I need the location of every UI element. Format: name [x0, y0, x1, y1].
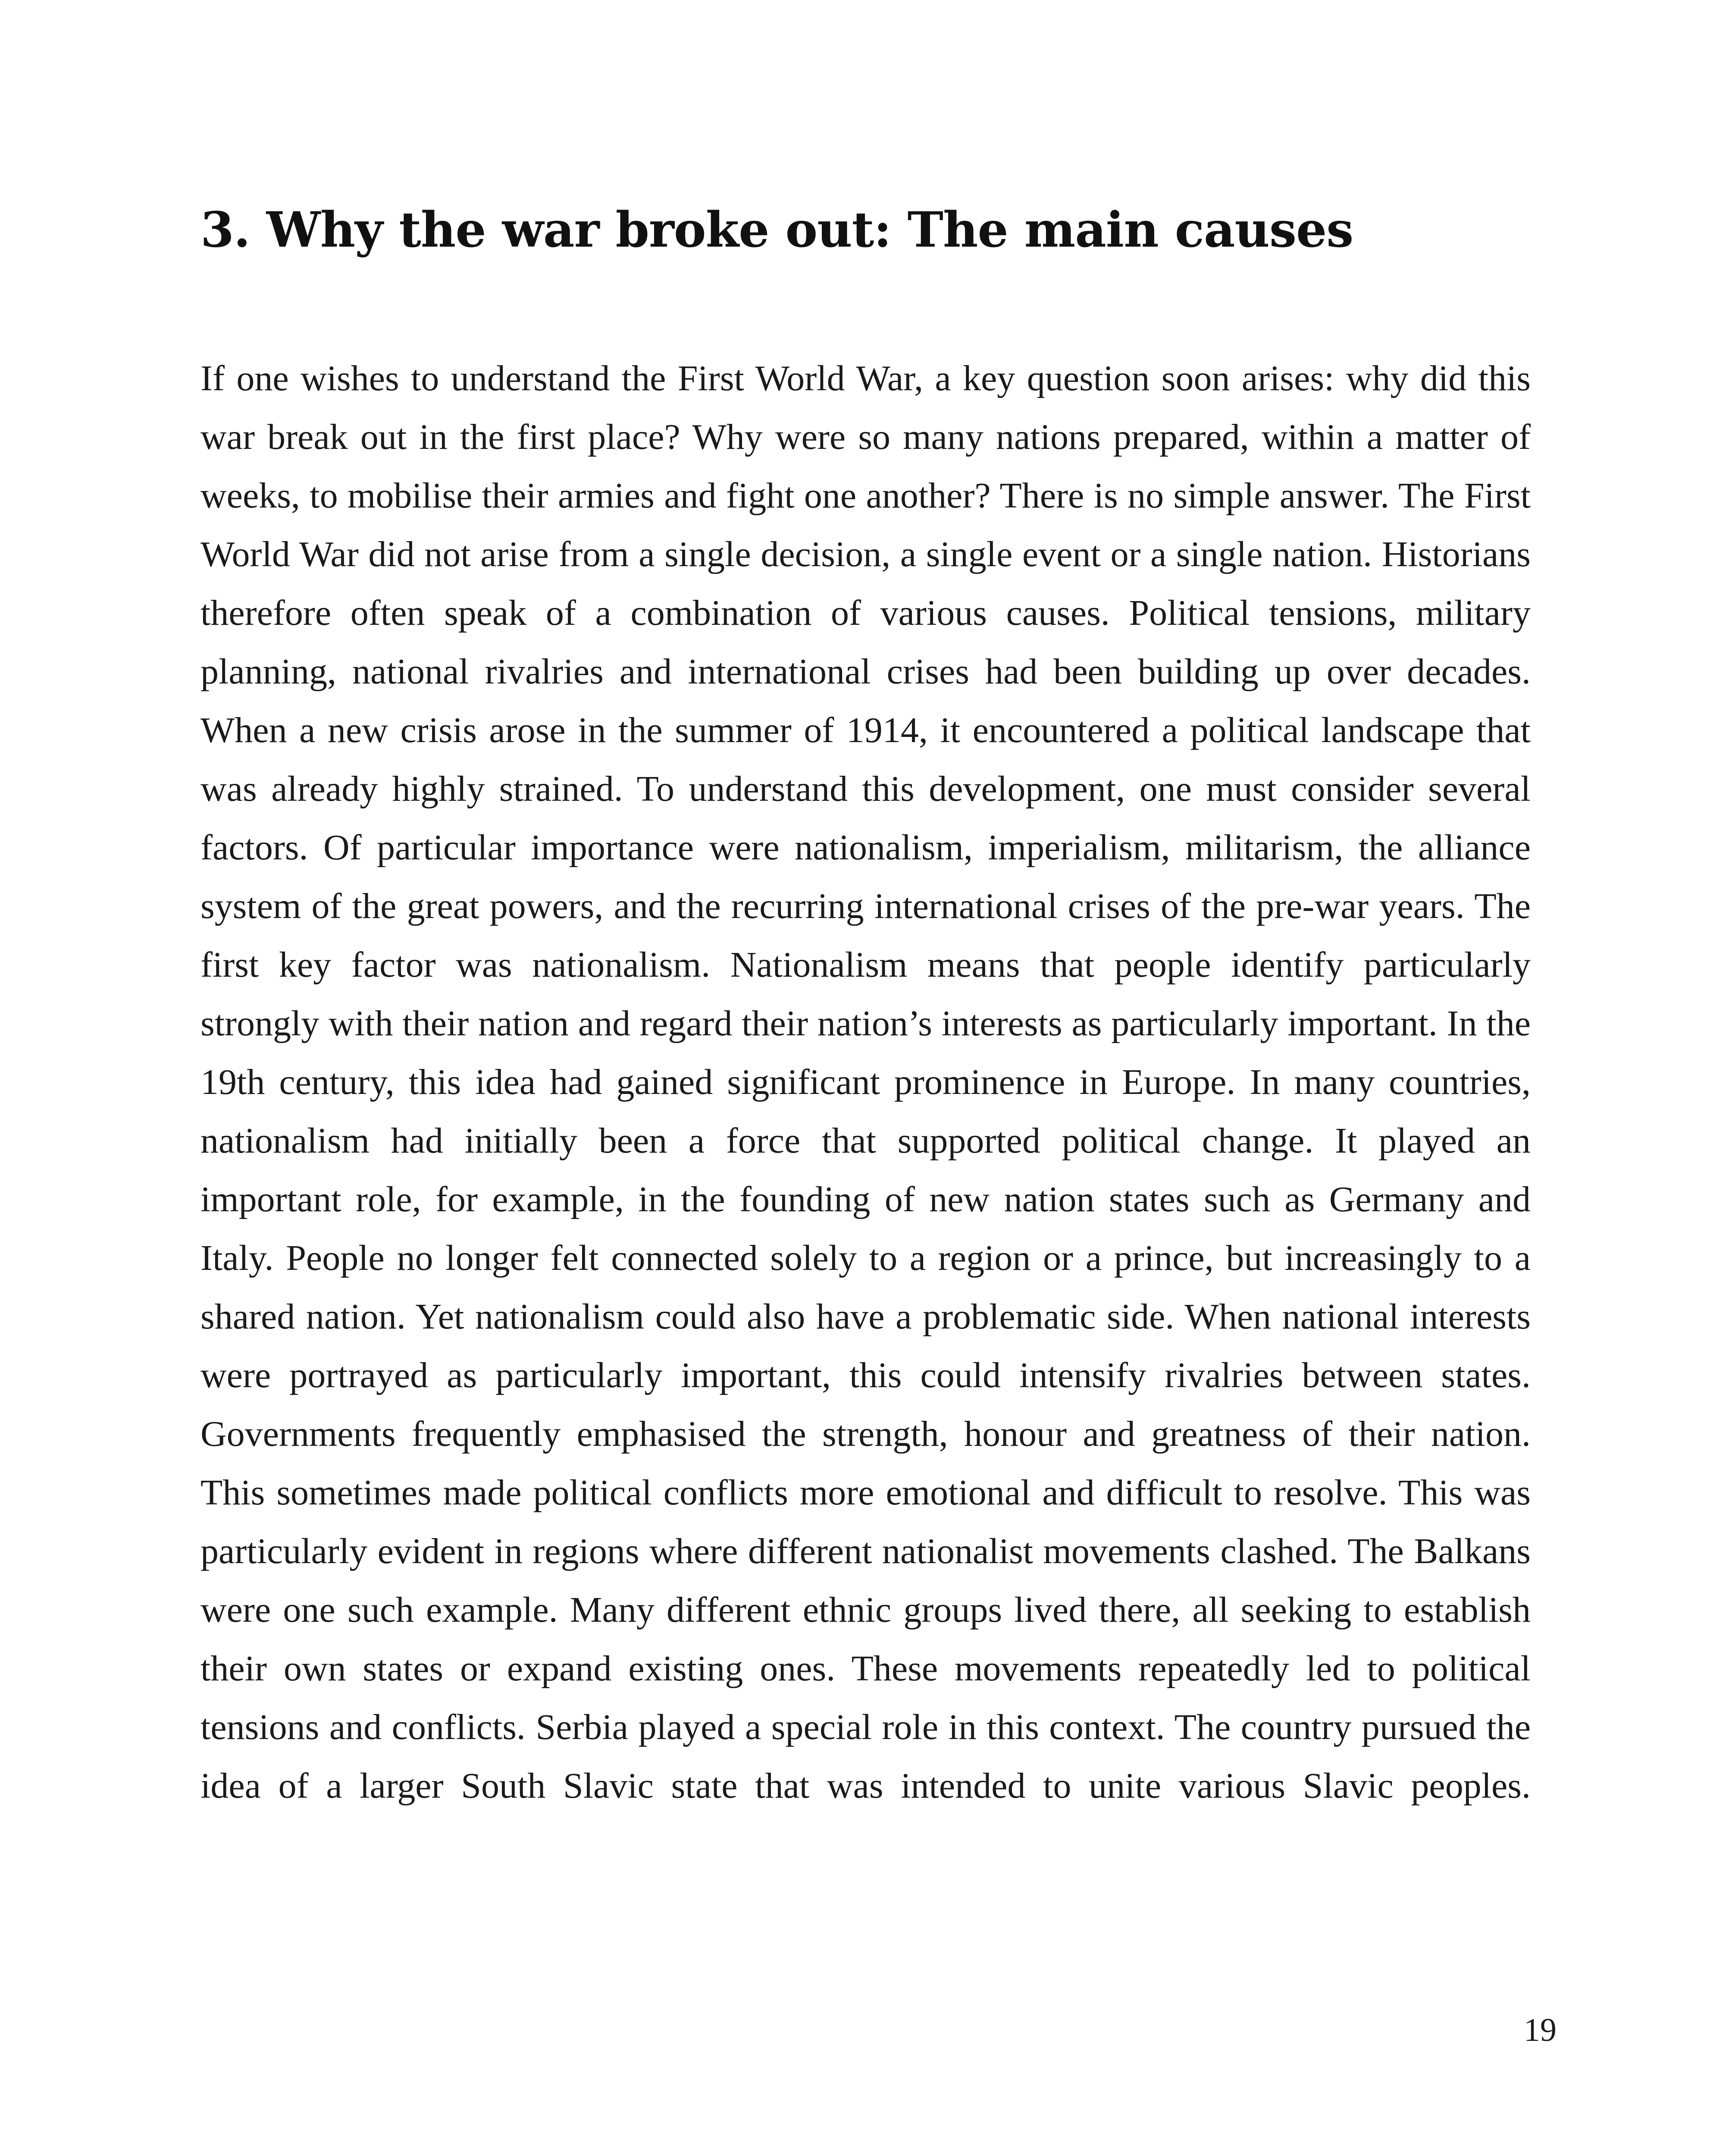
- body-paragraph: If one wishes to understand the First World War, a key question soon arises: why did this war break out in the first place? Why were so many nations prepared, within a matter of weeks, to mobilise their armies and fight one another? There is no simple answer. The First World War did not arise from a single decision, a single event or a single nation. Historians therefore often speak of a combination of various causes. Political tensions, military planning, national rivalries and international crises had been building up over decades. When a new crisis arose in the summer of 1914, it encountered a political landscape that was already highly strained. To understand this development, one must consider several factors. Of particular importance were nationalism, imperialism, militarism, the alliance system of the great powers, and the recurring international crises of the pre-war years. The first key factor was nationalism. Nationalism means that people identify particularly strongly with their nation and regard their nation’s interests as particularly important. In the 19th century, this idea had gained significant prominence in Europe. In many countries, nationalism had initially been a force that supported political change. It played an important role, for example, in the founding of new nation states such as Germany and Italy. People no longer felt connected solely to a region or a prince, but increasingly to a shared nation. Yet nationalism could also have a problematic side. When national interests were portrayed as particularly important, this could intensify rivalries between states. Governments frequently emphasised the strength, honour and greatness of their nation. This sometimes made political conflicts more emotional and difficult to resolve. This was particularly evident in regions where different nationalist movements clashed. The Balkans were one such example. Many different ethnic groups lived there, all seeking to establish their own states or expand existing ones. These movements repeatedly led to political tensions and conflicts. Serbia played a special role in this context. The country pursued the idea of a larger South Slavic state that was intended to unite various Slavic peoples.: [200, 358, 1531, 1806]
- chapter-heading: 3. Why the war broke out: The main causes: [200, 202, 1353, 258]
- page-number: 19: [1524, 2012, 1557, 2048]
